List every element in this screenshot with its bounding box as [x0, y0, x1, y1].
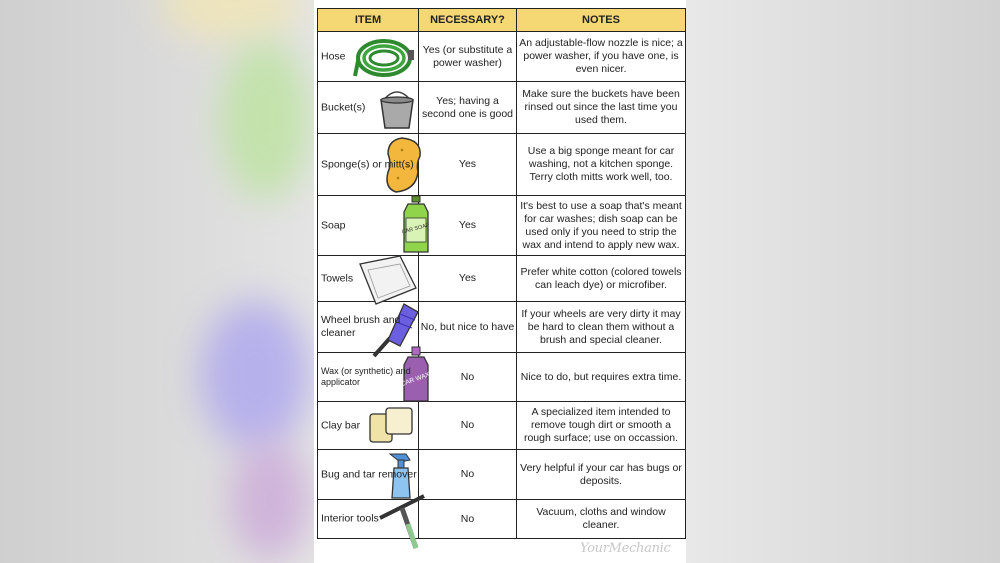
header-notes: NOTES: [517, 9, 686, 32]
item-cell: [318, 32, 419, 82]
item-cell: [318, 82, 419, 134]
notes-cell: Make sure the buckets have been rinsed out since the last time you used them.: [517, 82, 686, 134]
car-wash-supplies-card: [314, 0, 686, 563]
item-cell: [318, 134, 419, 196]
notes-cell: If your wheels are very dirty it may be hard to clean them without a brush and special cleaner.: [517, 302, 686, 353]
notes-cell: Very helpful if your car has bugs or deposits.: [517, 450, 686, 500]
item-label: Towels: [321, 272, 354, 284]
table-row: [318, 302, 686, 353]
blurred-background-right: [686, 0, 1000, 563]
necessary-cell: Yes: [419, 134, 517, 196]
blurred-background-left: [0, 0, 314, 563]
necessary-cell: Yes: [419, 196, 517, 256]
table-row: [318, 196, 686, 256]
squeegee-icon: [378, 494, 428, 554]
necessary-cell: No: [419, 500, 517, 539]
notes-cell: Nice to do, but requires extra time.: [517, 353, 686, 402]
supplies-table: [317, 8, 686, 539]
wax-bottle-label: CAR WAX: [400, 371, 431, 389]
table-row: [318, 500, 686, 539]
watermark: YourMechanic: [580, 541, 671, 556]
item-label: Interior tools: [321, 512, 379, 525]
notes-cell: An adjustable-flow nozzle is nice; a power washer, if you have one, is even nicer.: [517, 32, 686, 82]
table-row: [318, 82, 686, 134]
item-cell: [318, 402, 419, 450]
item-label: Bucket(s): [321, 101, 366, 113]
notes-cell: Vacuum, cloths and window cleaner.: [517, 500, 686, 539]
necessary-cell: No: [419, 450, 517, 500]
item-label: Bug and tar remover: [321, 468, 417, 480]
item-label: Soap: [321, 219, 346, 231]
bucket-icon: [378, 88, 416, 130]
item-cell: [318, 302, 419, 353]
item-cell: [318, 450, 419, 500]
table-row: [318, 32, 686, 82]
necessary-cell: Yes; having a second one is good: [419, 82, 517, 134]
header-necessary: NECESSARY?: [419, 9, 517, 32]
soap-bottle-label: CAR SOAP: [401, 222, 431, 236]
table-row: [318, 450, 686, 500]
table-header-row: [318, 9, 686, 32]
item-label: Hose: [321, 50, 346, 62]
table-row: [318, 402, 686, 450]
notes-cell: A specialized item intended to remove tough dirt or smooth a rough surface; use on occassion.: [517, 402, 686, 450]
notes-cell: It's best to use a soap that's meant for car washes; dish soap can be used only if you need to strip the wax and intend to apply new wax.: [517, 196, 686, 256]
notes-cell: Use a big sponge meant for car washing, not a kitchen sponge. Terry cloth mitts work well, too.: [517, 134, 686, 196]
necessary-cell: No, but nice to have: [419, 302, 517, 353]
item-label: Wax (or synthetic) and applicator: [321, 366, 411, 387]
item-cell: [318, 500, 419, 539]
notes-cell: Prefer white cotton (colored towels can leach dye) or microfiber.: [517, 256, 686, 302]
table-row: [318, 134, 686, 196]
soap-bottle-icon: [402, 196, 430, 256]
item-cell: [318, 196, 431, 256]
table-row: [318, 256, 686, 302]
necessary-cell: No: [419, 353, 517, 402]
header-item: ITEM: [318, 9, 419, 32]
item-label: Sponge(s) or mitt(s): [321, 158, 414, 170]
necessary-cell: No: [419, 402, 517, 450]
clay-bar-icon: [368, 406, 416, 446]
necessary-cell: Yes (or substitute a power washer): [419, 32, 517, 82]
item-cell: [318, 256, 419, 302]
hose-icon: [354, 36, 416, 78]
item-label: Clay bar: [321, 419, 361, 431]
necessary-cell: Yes: [419, 256, 517, 302]
item-label: Wheel brush and cleaner: [321, 314, 401, 339]
